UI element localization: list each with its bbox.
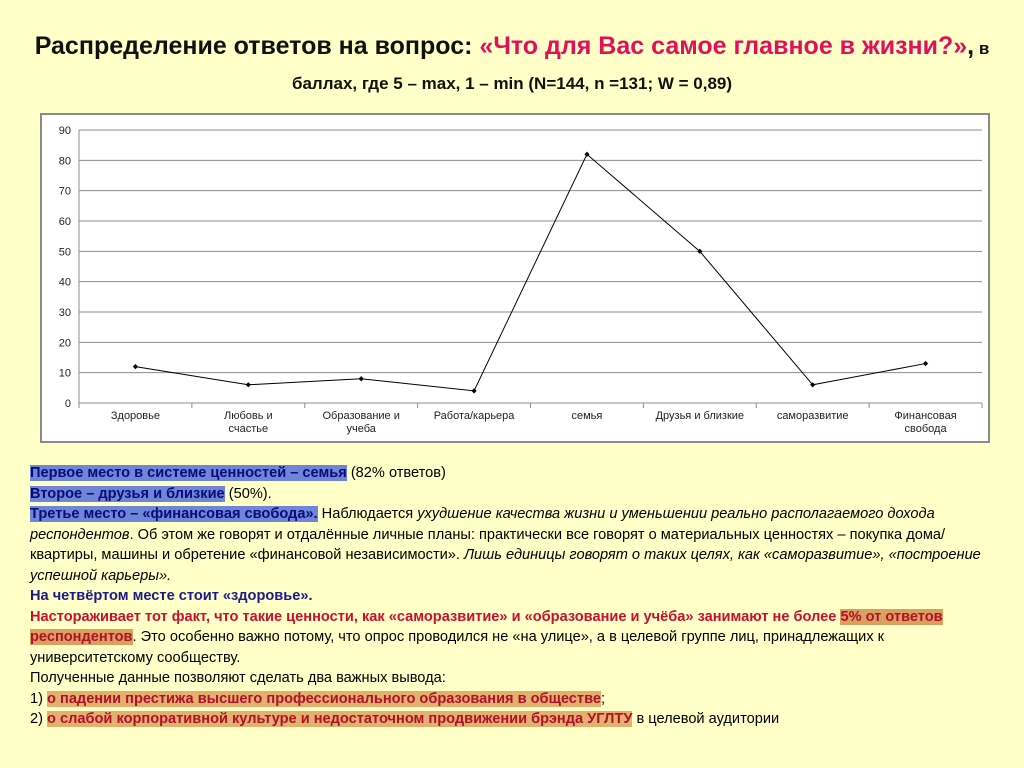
slide-title	[0, 30, 1024, 100]
highlight-third-place: Третье место – «финансовая свобода».	[30, 506, 318, 522]
conclusion-2	[30, 709, 1000, 730]
data-point	[133, 364, 138, 369]
third-place-italic: ухудшение качества жизни и уменьшении реально располагаемого дохода респондентов	[30, 506, 935, 543]
title-question: «Что для Вас самое главное в жизни?»	[479, 32, 968, 60]
first-place-percent: (82% ответов)	[346, 465, 446, 481]
text-block	[30, 463, 1000, 730]
conclusion-1-highlight: о падении престижа высшего профессионального образования в обществе	[47, 690, 601, 707]
highlight-second-place: Второе – друзья и близкие	[30, 485, 225, 502]
concern-rest: . Это особенно важно потому, что опрос проводился не «на улице», а в целевой группе лиц, принадлежащих к университетскому сообществу.	[30, 629, 885, 666]
highlight-first-place: Первое место в системе ценностей – семья	[30, 465, 347, 481]
third-place-italic-2: Лишь единицы говорят о таких целях, как «саморазвитие», «построение успешной карьеры».	[30, 547, 981, 584]
x-tick-label: Работа/карьера	[433, 410, 515, 422]
x-tick-label: Образование и учеба	[322, 410, 400, 435]
conclusion-2-number: 2)	[30, 711, 48, 727]
paragraph-second-place	[30, 484, 1000, 505]
title-comma: ,	[967, 32, 975, 60]
line-chart	[42, 115, 988, 441]
conclusion-2-highlight: о слабой корпоративной культуре и недостаточном продвижении брэнда УГЛТУ	[47, 711, 633, 727]
data-point	[923, 361, 928, 366]
y-tick-label: 50	[58, 246, 71, 259]
paragraph-fourth-place	[30, 586, 1000, 607]
conclusions-intro: Полученные данные позволяют сделать два важных вывода:	[30, 670, 446, 686]
y-tick-label: 10	[58, 367, 71, 380]
conclusion-1	[30, 689, 1000, 710]
y-tick-label: 90	[58, 125, 71, 137]
paragraph-third-place	[30, 504, 1000, 586]
chart-container	[40, 113, 990, 443]
y-tick-label: 40	[58, 276, 71, 289]
x-tick-label: семья	[571, 410, 603, 422]
third-place-text-b: . Об этом же говорят и отдалённые личные планы: практически все говорят о материальных ценностях – покупка дома/квартиры, машины и обретение «финансовой независимости».	[30, 526, 946, 563]
concern-highlight: 5% от ответов респондентов	[30, 608, 943, 645]
paragraph-conclusions	[30, 668, 1000, 689]
x-tick-label: Любовь и счастье	[223, 410, 273, 435]
data-point	[471, 388, 476, 393]
concern-text: Настораживает тот факт, что такие ценности, как «саморазвитие» и «образование и учёба» занимают не более	[30, 608, 841, 625]
paragraph-first-place	[30, 463, 1000, 484]
conclusion-2-rest: в целевой аудитории	[632, 711, 780, 727]
fourth-place-text: На четвёртом месте стоит «здоровье».	[30, 588, 313, 604]
x-tick-label: Друзья и близкие	[655, 410, 745, 422]
title-scale-note: в баллах, где 5 – max, 1 – min (N=144, n =131; W = 0,89)	[291, 39, 990, 93]
series-line	[135, 154, 925, 391]
title-lead: Распределение ответов на вопрос:	[34, 32, 480, 60]
y-tick-label: 20	[58, 337, 71, 350]
y-tick-label: 0	[64, 398, 71, 410]
y-tick-label: 60	[58, 216, 71, 228]
second-place-percent: (50%).	[224, 485, 272, 502]
data-point	[359, 376, 364, 381]
y-tick-label: 70	[58, 185, 71, 198]
y-tick-label: 80	[58, 155, 71, 168]
data-point	[246, 382, 251, 387]
x-tick-label: саморазвитие	[776, 410, 849, 422]
third-place-text-a: Наблюдается	[317, 506, 418, 522]
paragraph-concern	[30, 607, 1000, 669]
y-tick-label: 30	[58, 307, 71, 319]
conclusion-1-number: 1)	[30, 690, 48, 707]
x-tick-label: Финансовая свобода	[894, 410, 957, 435]
conclusion-1-rest: ;	[600, 690, 606, 707]
x-tick-label: Здоровье	[110, 410, 160, 422]
